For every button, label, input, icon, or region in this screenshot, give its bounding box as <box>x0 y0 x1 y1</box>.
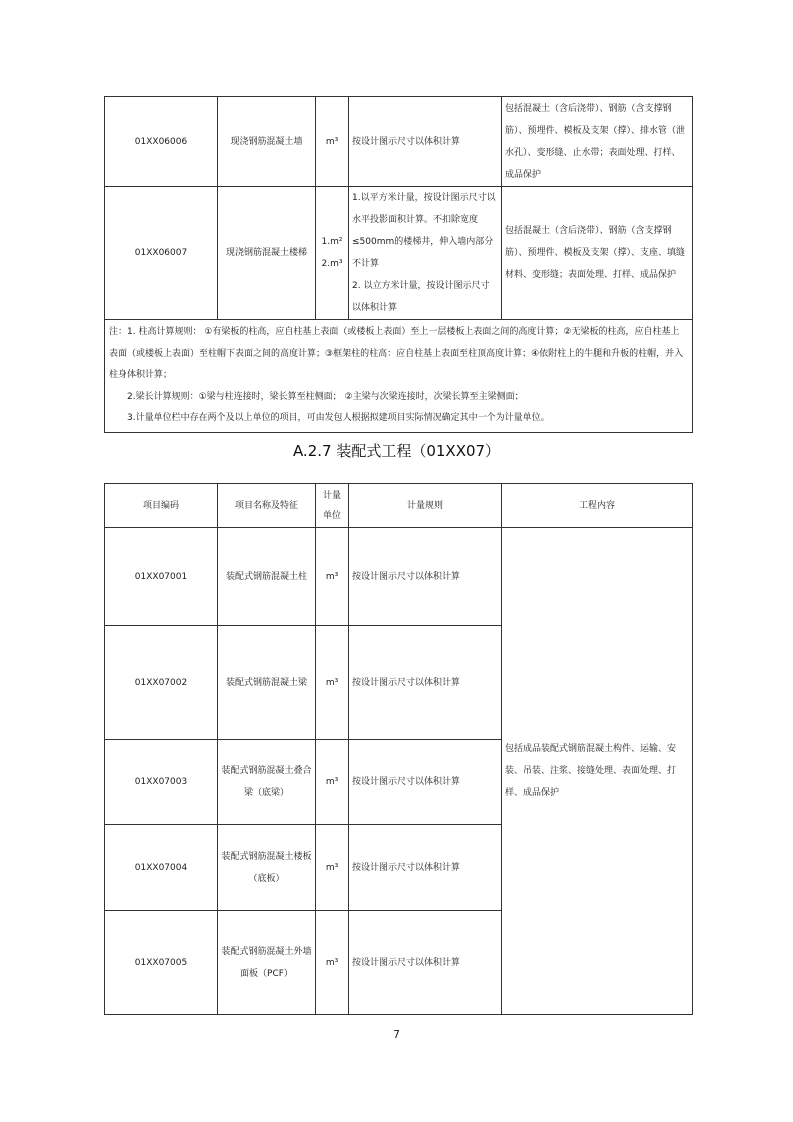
item-content: 包括混凝土（含后浇带）、钢筋（含支撑钢筋）、预埋件、模板及支架（撑）、支座、填缝材料、变形缝；表面处理、打样、成品保护 <box>502 187 693 320</box>
item-content: 包括混凝土（含后浇带）、钢筋（含支撑钢筋）、预埋件、模板及支架（撑）、排水管（泄水孔）、变形缝、止水带；表面处理、打样、成品保护 <box>502 97 693 187</box>
item-name: 装配式钢筋混凝土叠合梁（底梁） <box>218 740 316 825</box>
item-name: 装配式钢筋混凝土外墙面板（PCF） <box>218 911 316 1015</box>
item-code: 01XX06006 <box>105 97 218 187</box>
item-code: 01XX07001 <box>105 528 218 626</box>
note-1: 注：1. 柱高计算规则： ①有梁板的柱高，应自柱基上表面（或楼板上表面）至上一层楼板上表面之间的高度计算；②无梁板的柱高，应自柱基上表面（或楼板上表面）至柱帽下表面之间的高度计算；③框架柱的柱高：应自柱基上表面至柱顶高度计算；④依附柱上的牛腿和升板的柱帽，并入柱身体积计算； <box>109 327 684 380</box>
table-notes <box>105 320 693 433</box>
header-unit: 计量 单位 <box>316 484 349 528</box>
header-content: 工程内容 <box>502 484 693 528</box>
item-rule: 按设计图示尺寸以体积计算 <box>349 911 502 1015</box>
item-unit: m³ <box>316 740 349 825</box>
item-unit: m³ <box>316 528 349 626</box>
table-row <box>105 97 693 187</box>
item-rule: 按设计图示尺寸以体积计算 <box>349 825 502 911</box>
concrete-items-table <box>104 96 693 433</box>
note-2: 2.梁长计算规则：①梁与柱连接时，梁长算至柱侧面； ②主梁与次梁连接时，次梁长算至主梁侧面； <box>127 391 524 402</box>
item-unit: m³ <box>316 825 349 911</box>
item-code: 01XX07002 <box>105 626 218 740</box>
item-rule: 按设计图示尺寸以体积计算 <box>349 740 502 825</box>
item-unit: m³ <box>316 626 349 740</box>
header-code: 项目编码 <box>105 484 218 528</box>
item-name: 现浇钢筋混凝土楼梯 <box>218 187 316 320</box>
shared-content: 包括成品装配式钢筋混凝土构件、运输、安装、吊装、注浆、接缝处理、表面处理、打样、成品保护 <box>502 528 693 1015</box>
item-code: 01XX07005 <box>105 911 218 1015</box>
item-unit: 1.m² 2.m³ <box>316 187 349 320</box>
page-number: 7 <box>393 1028 400 1041</box>
notes-row <box>105 320 693 433</box>
item-unit: m³ <box>316 911 349 1015</box>
item-code: 01XX07004 <box>105 825 218 911</box>
item-rule: 按设计图示尺寸以体积计算 <box>349 97 502 187</box>
note-3: 3.计量单位栏中存在两个及以上单位的项目，可由发包人根据拟建项目实际情况确定其中一个为计量单位。 <box>127 413 550 423</box>
table-header-row <box>105 484 693 528</box>
item-unit: m³ <box>316 97 349 187</box>
item-rule: 按设计图示尺寸以体积计算 <box>349 626 502 740</box>
header-rule: 计量规则 <box>349 484 502 528</box>
item-code: 01XX07003 <box>105 740 218 825</box>
section-title: A.2.7 装配式工程（01XX07） <box>292 442 501 460</box>
item-name: 装配式钢筋混凝土梁 <box>218 626 316 740</box>
item-rule: 1.以平方米计量，按设计图示尺寸以水平投影面积计算。不扣除宽度≤500mm的楼梯井，伸入墙内部分不计算 2. 以立方米计量，按设计图示尺寸以体积计算 <box>349 187 502 320</box>
item-rule: 按设计图示尺寸以体积计算 <box>349 528 502 626</box>
table-row <box>105 528 693 626</box>
item-code: 01XX06007 <box>105 187 218 320</box>
item-name: 装配式钢筋混凝土柱 <box>218 528 316 626</box>
item-name: 装配式钢筋混凝土楼板（底板） <box>218 825 316 911</box>
header-name: 项目名称及特征 <box>218 484 316 528</box>
item-name: 现浇钢筋混凝土墙 <box>218 97 316 187</box>
table-row <box>105 187 693 320</box>
prefab-items-table <box>104 483 693 1015</box>
